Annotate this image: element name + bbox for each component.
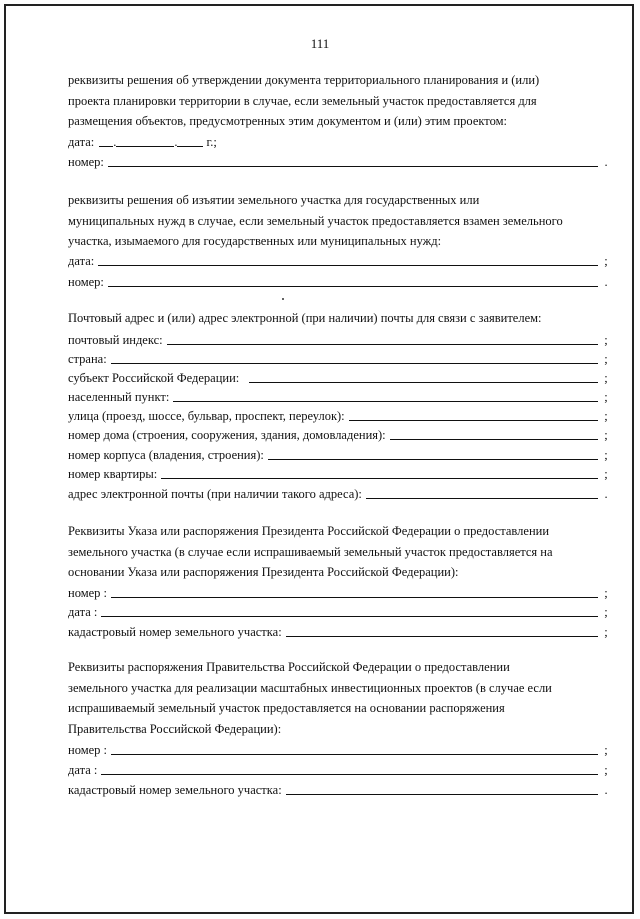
day-blank[interactable] [99,145,113,147]
field-label: номер: [68,155,104,169]
government-cadastral-field[interactable] [68,780,610,798]
input-underline[interactable] [111,753,598,755]
field-end: ; [604,428,608,442]
paragraph-line: муниципальных нужд в случае, если земельный участок предоставляется взамен земельного [68,213,563,228]
field-label: номер корпуса (владения, строения): [68,448,264,462]
input-underline[interactable] [108,165,598,167]
input-underline[interactable] [286,635,598,637]
building-number-field[interactable] [68,445,610,463]
field-label: почтовый индекс: [68,333,163,347]
paragraph-line: основании Указа или распоряжения Президента Российской Федерации): [68,565,459,579]
field-end: . [604,155,608,169]
withdrawal-number-field[interactable] [68,272,610,290]
input-underline[interactable] [349,419,598,421]
government-date-field[interactable] [68,760,610,778]
field-label: дата: [68,135,95,149]
field-end: ; [604,352,608,366]
plan-date-field[interactable] [68,132,217,150]
paragraph-line: земельного участка (в случае если испрашиваемый земельный участок предоставляется на [68,544,553,559]
paragraph-line: земельного участка для реализации масштабных инвестиционных проектов (в случае если [68,680,552,695]
house-number-field[interactable] [68,425,610,443]
field-end: . [604,783,608,797]
field-end: ; [604,390,608,404]
field-end: . [604,487,608,501]
field-end: ; [604,743,608,757]
field-end: ; [604,254,608,268]
field-end: ; [604,409,608,423]
input-underline[interactable] [366,497,598,499]
input-underline[interactable] [101,773,598,775]
field-label: кадастровый номер земельного участка: [68,625,282,639]
paragraph-line: реквизиты решения об утверждении документа территориального планирования и (или) [68,73,540,87]
field-end: ; [604,467,608,481]
input-underline[interactable] [173,400,598,402]
postal-code-field[interactable] [68,330,610,348]
date-separator: . [174,135,178,149]
input-underline[interactable] [286,793,598,795]
field-label: адрес электронной почты (при наличии такого адреса): [68,487,362,501]
field-label: номер : [68,743,108,757]
input-underline[interactable] [249,381,598,383]
paragraph-line: участка, изымаемого для государственных или муниципальных нужд: [68,234,442,248]
field-label: дата: [68,254,95,268]
page-number: 111 [310,36,330,51]
input-underline[interactable] [108,285,598,287]
field-label: номер: [68,275,104,289]
field-end: ; [604,625,608,639]
government-paragraph [68,657,598,739]
paragraph-line: Реквизиты Указа или распоряжения Президента Российской Федерации о предоставлении [68,524,550,538]
region-field[interactable] [68,368,610,386]
field-end: ; [604,586,608,600]
street-field[interactable] [68,406,610,424]
input-underline[interactable] [111,362,598,364]
date-suffix: г.; [206,135,217,149]
paragraph-line: проекта планировки территории в случае, если земельный участок предоставляется для [68,93,537,108]
apartment-number-field[interactable] [68,464,610,482]
field-end: ; [604,333,608,347]
field-end: . [604,275,608,289]
president-cadastral-field[interactable] [68,622,610,640]
field-end: ; [604,448,608,462]
field-label: номер квартиры: [68,467,158,481]
president-date-field[interactable] [68,602,610,620]
address-intro: Почтовый адрес и (или) адрес электронной (при наличии) почты для связи с заявителем: [68,311,542,325]
field-end: ; [604,605,608,619]
paragraph-line: испрашиваемый земельный участок предоставляется на основании распоряжения [68,701,505,715]
paragraph-line: размещения объектов, предусмотренных этим документом и (или) этим проектом: [68,114,507,128]
field-label: субъект Российской Федерации: [68,371,240,385]
scan-speck [282,298,284,300]
input-underline[interactable] [98,264,598,266]
input-underline[interactable] [167,343,598,345]
input-underline[interactable] [111,596,598,598]
field-label: населенный пункт: [68,390,170,404]
field-label: дата : [68,763,98,777]
field-label: страна: [68,352,107,366]
input-underline[interactable] [101,615,598,617]
plan-number-field[interactable] [68,152,610,170]
input-underline[interactable] [390,438,598,440]
country-field[interactable] [68,349,610,367]
input-underline[interactable] [268,458,598,460]
president-number-field[interactable] [68,583,610,601]
paragraph-line: Правительства Российской Федерации): [68,721,282,736]
government-number-field[interactable] [68,740,610,758]
year-blank[interactable] [177,145,203,147]
email-field[interactable] [68,484,610,502]
withdrawal-date-field[interactable] [68,251,610,269]
field-label: номер дома (строения, сооружения, здания, домовладения): [68,428,386,442]
field-label: улица (проезд, шоссе, бульвар, проспект, переулок): [68,409,345,423]
input-underline[interactable] [161,477,598,479]
president-paragraph [68,521,598,583]
field-end: ; [604,371,608,385]
field-label: номер : [68,586,108,600]
withdrawal-paragraph [68,190,598,252]
field-end: ; [604,763,608,777]
paragraph-line: Реквизиты распоряжения Правительства Российской Федерации о предоставлении [68,660,510,674]
field-label: дата : [68,605,98,619]
date-separator: . [113,135,117,149]
plan-paragraph [68,70,598,132]
locality-field[interactable] [68,387,610,405]
paragraph-line: реквизиты решения об изъятии земельного участка для государственных или [68,193,480,207]
field-label: кадастровый номер земельного участка: [68,783,282,797]
month-blank[interactable] [116,145,174,147]
